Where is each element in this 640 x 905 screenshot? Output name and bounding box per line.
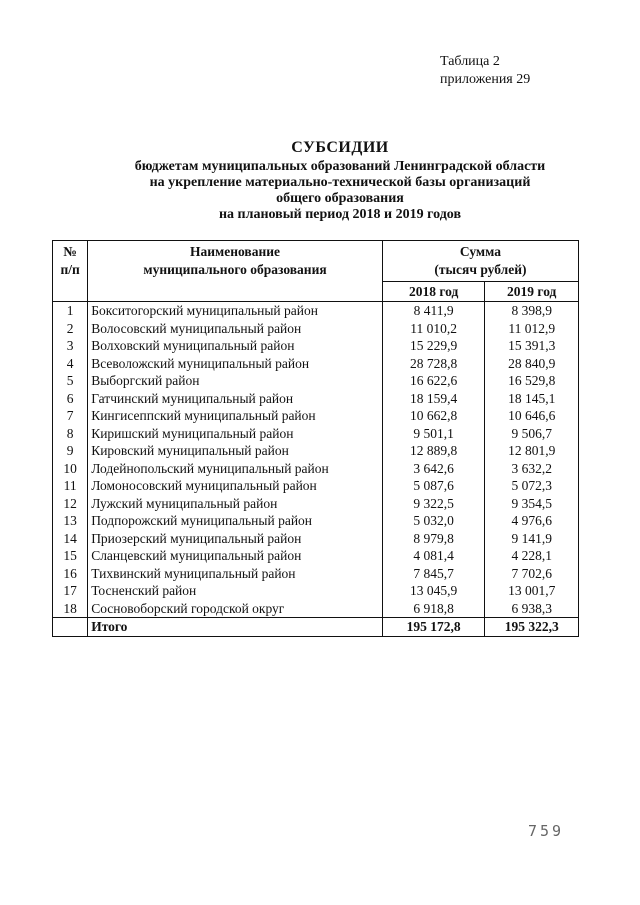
row-name: Сланцевский муниципальный район — [88, 547, 383, 565]
table-row — [53, 512, 579, 530]
row-value-2018: 5 032,0 — [382, 512, 485, 530]
row-value-2018: 8 411,9 — [382, 302, 485, 320]
row-value-2018: 12 889,8 — [382, 442, 485, 460]
table-body — [53, 302, 579, 618]
row-value-2018: 5 087,6 — [382, 477, 485, 495]
row-number: 17 — [53, 582, 88, 600]
row-value-2019: 16 529,8 — [485, 372, 579, 390]
row-name: Волосовский муниципальный район — [88, 320, 383, 338]
row-value-2019: 8 398,9 — [485, 302, 579, 320]
row-number: 13 — [53, 512, 88, 530]
row-value-2019: 10 646,6 — [485, 407, 579, 425]
row-name: Кировский муниципальный район — [88, 442, 383, 460]
row-number: 11 — [53, 477, 88, 495]
row-value-2018: 3 642,6 — [382, 460, 485, 478]
row-value-2018: 4 081,4 — [382, 547, 485, 565]
row-value-2019: 9 506,7 — [485, 425, 579, 443]
row-name: Лодейнопольский муниципальный район — [88, 460, 383, 478]
row-number: 10 — [53, 460, 88, 478]
page-number: 759 — [528, 822, 565, 840]
row-name: Выборгский район — [88, 372, 383, 390]
table-row — [53, 372, 579, 390]
total-label: Итого — [88, 618, 383, 637]
row-value-2019: 15 391,3 — [485, 337, 579, 355]
col-sum-line1: Сумма — [459, 244, 501, 259]
table-row — [53, 355, 579, 373]
row-number: 1 — [53, 302, 88, 320]
row-value-2019: 13 001,7 — [485, 582, 579, 600]
row-value-2019: 12 801,9 — [485, 442, 579, 460]
row-value-2018: 8 979,8 — [382, 530, 485, 548]
row-number: 7 — [53, 407, 88, 425]
row-name: Тосненский район — [88, 582, 383, 600]
table-row — [53, 565, 579, 583]
row-value-2019: 9 354,5 — [485, 495, 579, 513]
col-header-sum — [382, 241, 578, 282]
row-name: Всеволожский муниципальный район — [88, 355, 383, 373]
table-row — [53, 425, 579, 443]
row-value-2018: 9 501,1 — [382, 425, 485, 443]
table-reference-line2: приложения 29 — [440, 72, 531, 87]
table-row — [53, 477, 579, 495]
row-value-2019: 5 072,3 — [485, 477, 579, 495]
row-number: 4 — [53, 355, 88, 373]
col-header-number — [53, 241, 88, 302]
col-header-2019: 2019 год — [485, 282, 579, 302]
col-name-line2: муниципального образования — [143, 261, 327, 277]
row-number: 9 — [53, 442, 88, 460]
col-header-name — [88, 241, 383, 302]
row-value-2019: 6 938,3 — [485, 600, 579, 618]
row-name: Сосновоборский городской округ — [88, 600, 383, 618]
col-number-line1: № — [63, 244, 77, 259]
row-number: 5 — [53, 372, 88, 390]
row-name: Гатчинский муниципальный район — [88, 390, 383, 408]
table-row — [53, 390, 579, 408]
row-name: Киришский муниципальный район — [88, 425, 383, 443]
row-name: Подпорожский муниципальный район — [88, 512, 383, 530]
total-2019: 195 322,3 — [485, 618, 579, 637]
row-name: Лужский муниципальный район — [88, 495, 383, 513]
row-value-2018: 28 728,8 — [382, 355, 485, 373]
row-value-2019: 11 012,9 — [485, 320, 579, 338]
row-number: 6 — [53, 390, 88, 408]
table-row — [53, 407, 579, 425]
row-value-2018: 6 918,8 — [382, 600, 485, 618]
row-number: 3 — [53, 337, 88, 355]
header-row — [53, 241, 579, 282]
row-name: Волховский муниципальный район — [88, 337, 383, 355]
row-value-2019: 7 702,6 — [485, 565, 579, 583]
row-number: 12 — [53, 495, 88, 513]
row-name: Тихвинский муниципальный район — [88, 565, 383, 583]
heading-line2: на укрепление материально-технической базы организаций — [149, 175, 531, 190]
row-number: 18 — [53, 600, 88, 618]
col-number-line2: п/п — [60, 261, 80, 277]
row-value-2018: 10 662,8 — [382, 407, 485, 425]
row-value-2019: 3 632,2 — [485, 460, 579, 478]
row-number: 8 — [53, 425, 88, 443]
heading-title: СУБСИДИИ — [291, 139, 389, 156]
table-row — [53, 530, 579, 548]
total-number-cell — [53, 618, 88, 637]
table-row — [53, 460, 579, 478]
heading-line3: общего образования — [276, 191, 404, 206]
table-row — [53, 337, 579, 355]
col-name-line1: Наименование — [190, 244, 281, 259]
table-row — [53, 442, 579, 460]
table-row — [53, 495, 579, 513]
total-2018: 195 172,8 — [382, 618, 485, 637]
row-number: 15 — [53, 547, 88, 565]
table-row — [53, 302, 579, 320]
table-row — [53, 600, 579, 618]
heading-line1: бюджетам муниципальных образований Ленинградской области — [134, 159, 546, 174]
row-value-2019: 28 840,9 — [485, 355, 579, 373]
document-heading — [100, 137, 580, 223]
row-value-2018: 7 845,7 — [382, 565, 485, 583]
table-row — [53, 547, 579, 565]
row-value-2018: 15 229,9 — [382, 337, 485, 355]
row-number: 16 — [53, 565, 88, 583]
table-reference — [440, 53, 530, 89]
row-value-2019: 4 976,6 — [485, 512, 579, 530]
row-name: Кингисеппский муниципальный район — [88, 407, 383, 425]
table-row — [53, 582, 579, 600]
total-row — [53, 618, 579, 637]
row-value-2018: 18 159,4 — [382, 390, 485, 408]
row-value-2019: 9 141,9 — [485, 530, 579, 548]
row-value-2018: 16 622,6 — [382, 372, 485, 390]
table-reference-line1: Таблица 2 — [440, 54, 500, 69]
row-number: 2 — [53, 320, 88, 338]
col-header-2018: 2018 год — [382, 282, 485, 302]
row-value-2018: 11 010,2 — [382, 320, 485, 338]
row-name: Ломоносовский муниципальный район — [88, 477, 383, 495]
heading-line4: на плановый период 2018 и 2019 годов — [218, 207, 462, 222]
row-number: 14 — [53, 530, 88, 548]
subsidies-table — [52, 240, 579, 637]
table-row — [53, 320, 579, 338]
row-value-2019: 18 145,1 — [485, 390, 579, 408]
col-sum-line2: (тысяч рублей) — [434, 261, 527, 277]
row-name: Приозерский муниципальный район — [88, 530, 383, 548]
row-value-2019: 4 228,1 — [485, 547, 579, 565]
row-value-2018: 9 322,5 — [382, 495, 485, 513]
row-value-2018: 13 045,9 — [382, 582, 485, 600]
row-name: Бокситогорский муниципальный район — [88, 302, 383, 320]
